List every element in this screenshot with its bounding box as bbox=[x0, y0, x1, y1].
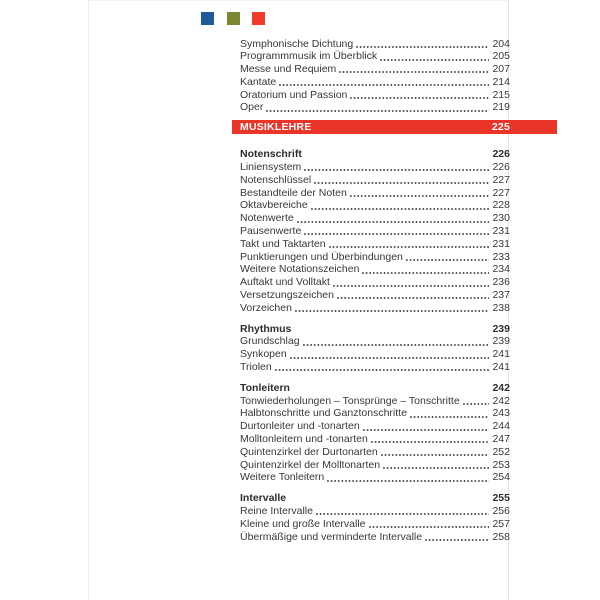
section-heading-page: 226 bbox=[492, 148, 510, 161]
toc-entry-page: 257 bbox=[492, 517, 510, 530]
dotted-leader bbox=[350, 195, 490, 197]
toc-entry-page: 238 bbox=[492, 301, 510, 314]
toc-entry-row bbox=[240, 289, 510, 302]
dotted-leader bbox=[314, 182, 489, 184]
toc-entry-row bbox=[240, 446, 510, 459]
toc-entry-page: 205 bbox=[492, 50, 510, 63]
toc-entry-title: Durtonleiter und -tonarten bbox=[240, 420, 360, 433]
dotted-leader bbox=[406, 259, 490, 261]
green-square-icon bbox=[227, 12, 240, 25]
toc-entry-page: 214 bbox=[492, 75, 510, 88]
toc-entry-page: 228 bbox=[492, 199, 510, 212]
table-of-contents bbox=[240, 1, 510, 543]
toc-entry-page: 226 bbox=[492, 161, 510, 174]
dotted-leader bbox=[304, 233, 489, 235]
section-heading-title: Rhythmus bbox=[240, 322, 292, 335]
dotted-leader bbox=[339, 71, 489, 73]
dotted-leader bbox=[463, 403, 490, 405]
toc-entry-row bbox=[240, 395, 510, 408]
dotted-leader bbox=[371, 441, 490, 443]
toc-entry-title: Programmmusik im Überblick bbox=[240, 50, 378, 63]
toc-entry-title: Quintenzirkel der Durtonarten bbox=[240, 445, 378, 458]
toc-entry-row bbox=[240, 63, 510, 76]
toc-entry-row bbox=[240, 420, 510, 433]
toc-entry-page: 215 bbox=[492, 88, 510, 101]
toc-entry-page: 237 bbox=[492, 289, 510, 302]
toc-entry-row bbox=[240, 76, 510, 89]
toc-entry-row bbox=[240, 407, 510, 420]
section-heading-page: 255 bbox=[492, 492, 510, 505]
toc-entry-row bbox=[240, 251, 510, 264]
toc-entry-row bbox=[240, 238, 510, 251]
toc-entry-page: 254 bbox=[492, 471, 510, 484]
blue-square-icon bbox=[201, 12, 214, 25]
toc-entry-title: Halbtonschritte und Ganztonschritte bbox=[240, 407, 407, 420]
toc-entry-title: Liniensystem bbox=[240, 161, 302, 174]
dotted-leader bbox=[350, 97, 489, 99]
dotted-leader bbox=[337, 297, 489, 299]
toc-entry-title: Oper bbox=[240, 101, 264, 114]
section-heading-row bbox=[240, 382, 510, 395]
section-heading-row bbox=[240, 323, 510, 336]
toc-entry-title: Grundschlag bbox=[240, 335, 300, 348]
dotted-leader bbox=[333, 285, 490, 287]
toc-entry-row bbox=[240, 212, 510, 225]
toc-entry-title: Kantate bbox=[240, 75, 277, 88]
toc-entry-page: 258 bbox=[492, 530, 510, 543]
section-heading-row bbox=[240, 492, 510, 505]
toc-entry-row bbox=[240, 161, 510, 174]
toc-entry-row bbox=[240, 471, 510, 484]
dotted-leader bbox=[380, 59, 489, 61]
toc-entry-title: Vorzeichen bbox=[240, 301, 292, 314]
toc-entry-row bbox=[240, 276, 510, 289]
section-heading-title: Notenschrift bbox=[240, 148, 302, 161]
dotted-leader bbox=[383, 467, 489, 469]
toc-entry-page: 236 bbox=[492, 276, 510, 289]
section-banner-label: MUSIKLEHRE bbox=[240, 121, 312, 134]
dotted-leader bbox=[266, 110, 489, 112]
toc-entry-page: 207 bbox=[492, 63, 510, 76]
toc-entry-title: Messe und Requiem bbox=[240, 63, 337, 76]
toc-entry-page: 247 bbox=[492, 433, 510, 446]
toc-entry-row bbox=[240, 348, 510, 361]
dotted-leader bbox=[362, 272, 489, 274]
toc-entry-title: Übermäßige und verminderte Intervalle bbox=[240, 530, 423, 543]
toc-entry-page: 253 bbox=[492, 458, 510, 471]
dotted-leader bbox=[425, 539, 489, 541]
toc-entry-page: 231 bbox=[492, 225, 510, 238]
toc-entry-page: 243 bbox=[492, 407, 510, 420]
toc-entry-title: Tonwiederholungen – Tonsprünge – Tonschritte bbox=[240, 394, 460, 407]
dotted-leader bbox=[275, 369, 490, 371]
section-banner bbox=[232, 120, 557, 135]
toc-entry-page: 252 bbox=[492, 445, 510, 458]
toc-entry-row bbox=[240, 199, 510, 212]
dotted-leader bbox=[356, 46, 489, 48]
toc-entry-title: Notenwerte bbox=[240, 212, 294, 225]
toc-entry-title: Molltonleitern und -tonarten bbox=[240, 433, 368, 446]
toc-entry-page: 256 bbox=[492, 505, 510, 517]
toc-entry-title: Triolen bbox=[240, 361, 272, 374]
toc-entry-row bbox=[240, 505, 510, 518]
toc-entry-row bbox=[240, 187, 510, 200]
section-banner-page: 225 bbox=[491, 121, 510, 134]
toc-entry-title: Pausenwerte bbox=[240, 225, 302, 238]
toc-entry-row bbox=[240, 101, 510, 114]
book-page bbox=[88, 0, 509, 600]
section-heading-row bbox=[240, 148, 510, 161]
toc-entry-row bbox=[240, 302, 510, 315]
section-heading-title: Tonleitern bbox=[240, 381, 290, 394]
toc-pre-section-entries bbox=[240, 1, 510, 114]
dotted-leader bbox=[316, 513, 490, 515]
toc-entry-title: Bestandteile der Noten bbox=[240, 186, 347, 199]
toc-entry-row bbox=[240, 361, 510, 374]
toc-entry-title: Weitere Tonleitern bbox=[240, 471, 325, 484]
toc-entry-row bbox=[240, 225, 510, 238]
section-heading-page: 239 bbox=[492, 322, 510, 335]
toc-entry-title: Oktavbereiche bbox=[240, 199, 308, 212]
toc-entry-title: Takt und Taktarten bbox=[240, 237, 326, 250]
toc-entry-row bbox=[240, 459, 510, 472]
toc-sections bbox=[240, 148, 510, 543]
toc-entry-page: 204 bbox=[492, 37, 510, 50]
dotted-leader bbox=[295, 310, 490, 312]
toc-entry-title: Quintenzirkel der Molltonarten bbox=[240, 458, 381, 471]
toc-entry-title: Kleine und große Intervalle bbox=[240, 517, 366, 530]
dotted-leader bbox=[363, 429, 490, 431]
toc-entry-row bbox=[240, 263, 510, 276]
toc-entry-title: Punktierungen und Überbindungen bbox=[240, 250, 403, 263]
toc-entry-page: 241 bbox=[492, 361, 510, 374]
dotted-leader bbox=[303, 344, 490, 346]
section-heading-title: Intervalle bbox=[240, 492, 287, 505]
dotted-leader bbox=[381, 454, 490, 456]
toc-entry-page: 233 bbox=[492, 250, 510, 263]
toc-entry-title: Symphonische Dichtung bbox=[240, 37, 354, 50]
dotted-leader bbox=[297, 221, 490, 223]
toc-entry-page: 227 bbox=[492, 186, 510, 199]
dotted-leader bbox=[279, 84, 489, 86]
section-heading-page: 242 bbox=[492, 381, 510, 394]
toc-entry-row bbox=[240, 89, 510, 102]
toc-entry-row bbox=[240, 433, 510, 446]
toc-entry-page: 231 bbox=[492, 237, 510, 250]
toc-entry-title: Weitere Notationszeichen bbox=[240, 263, 360, 276]
dotted-leader bbox=[410, 416, 490, 418]
toc-entry-row bbox=[240, 335, 510, 348]
toc-entry-title: Oratorium und Passion bbox=[240, 88, 348, 101]
toc-entry-page: 241 bbox=[492, 348, 510, 361]
toc-entry-page: 239 bbox=[492, 335, 510, 348]
toc-entry-row bbox=[240, 38, 510, 51]
toc-entry-title: Notenschlüssel bbox=[240, 173, 312, 186]
toc-entry-title: Reine Intervalle bbox=[240, 505, 313, 517]
toc-entry-page: 242 bbox=[492, 394, 510, 407]
dotted-leader bbox=[290, 357, 490, 359]
toc-entry-page: 219 bbox=[492, 101, 510, 114]
toc-entry-row bbox=[240, 518, 510, 531]
toc-entry-page: 230 bbox=[492, 212, 510, 225]
toc-entry-row bbox=[240, 50, 510, 63]
toc-entry-title: Synkopen bbox=[240, 348, 287, 361]
toc-entry-page: 244 bbox=[492, 420, 510, 433]
dotted-leader bbox=[304, 169, 489, 171]
toc-entry-row bbox=[240, 174, 510, 187]
toc-entry-page: 234 bbox=[492, 263, 510, 276]
toc-entry-row bbox=[240, 531, 510, 544]
toc-entry-title: Versetzungszeichen bbox=[240, 289, 334, 302]
dotted-leader bbox=[329, 246, 490, 248]
dotted-leader bbox=[311, 208, 490, 210]
dotted-leader bbox=[369, 526, 490, 528]
toc-entry-page: 227 bbox=[492, 173, 510, 186]
dotted-leader bbox=[327, 480, 489, 482]
toc-entry-title: Auftakt und Volltakt bbox=[240, 276, 330, 289]
